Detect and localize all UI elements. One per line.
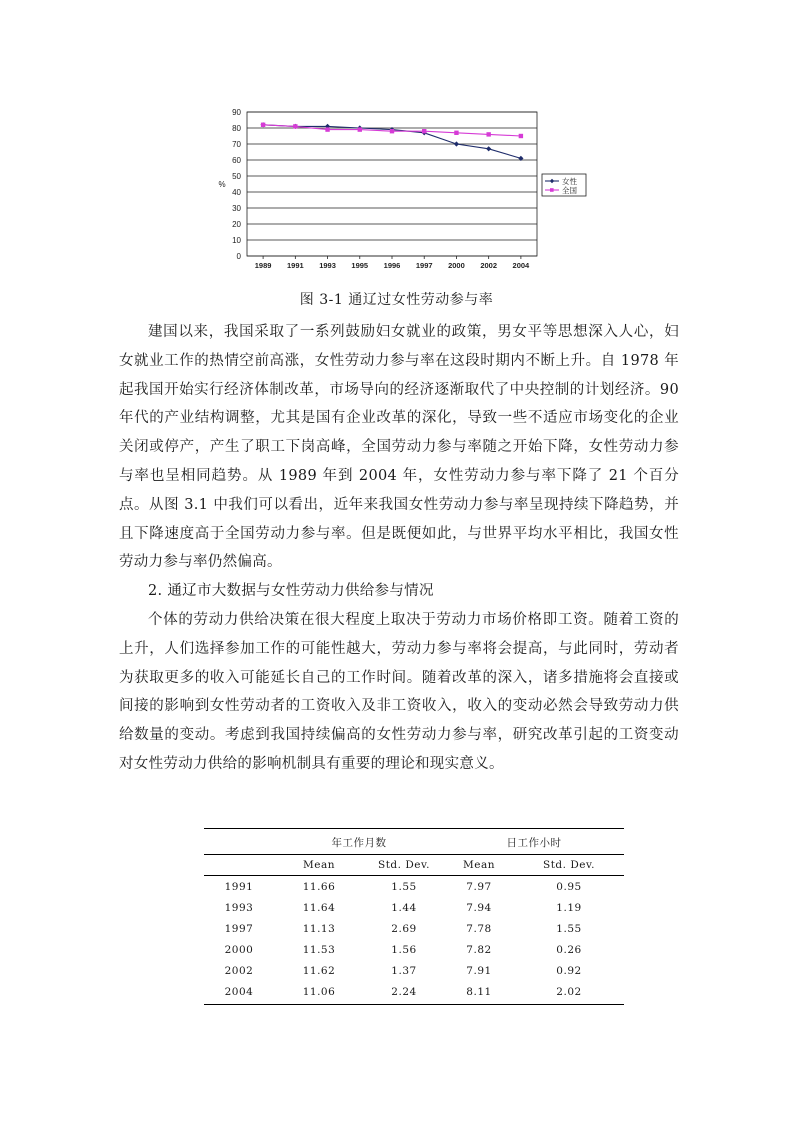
y-tick-label: 90 [232, 108, 241, 117]
cell-value: 7.78 [466, 922, 492, 935]
cell-value: 7.91 [466, 964, 492, 977]
female-labor-participation-chart [214, 104, 594, 280]
x-tick-label: 2004 [512, 261, 530, 270]
cell-year: 2002 [224, 964, 254, 977]
table-row [204, 939, 624, 960]
cell-value: 11.62 [302, 964, 336, 977]
cell-value: 11.13 [302, 922, 336, 935]
data-point [519, 134, 523, 138]
cell-value: 1.56 [391, 943, 417, 956]
figure-caption: 图 3-1 通辽过女性劳动参与率 [299, 292, 494, 308]
data-point [486, 146, 491, 151]
y-tick-label: 40 [232, 188, 241, 197]
y-tick-label: 70 [232, 140, 241, 149]
table-row [204, 876, 624, 898]
legend-marker [550, 188, 554, 192]
y-tick-label: 80 [232, 124, 241, 133]
cell-value: 11.53 [302, 943, 336, 956]
table-row [204, 960, 624, 981]
cell-value: 11.06 [274, 981, 364, 1004]
data-point [454, 131, 458, 135]
cell-year: 2004 [204, 981, 274, 1004]
table-corner [204, 829, 274, 855]
legend-label: 全国 [562, 186, 577, 195]
cell-year: 1997 [224, 922, 254, 935]
data-point [261, 123, 265, 127]
plot-frame [247, 112, 537, 256]
cell-value: 1.19 [556, 901, 582, 914]
sub-header-mean-1: Mean [274, 855, 364, 876]
y-tick-label: 30 [232, 204, 241, 213]
y-tick-label: 0 [236, 252, 241, 261]
x-tick-label: 1995 [351, 261, 369, 270]
cell-value: 0.92 [556, 964, 582, 977]
data-point [390, 129, 394, 133]
cell-value: 1.44 [391, 901, 417, 914]
cell-value: 11.66 [302, 880, 336, 893]
cell-value: 1.37 [391, 964, 417, 977]
cell-year: 1991 [224, 880, 254, 893]
cell-value: 2.69 [391, 922, 417, 935]
data-point [454, 141, 459, 146]
work-time-table [204, 828, 624, 1005]
section-heading: 2. 通辽市大数据与女性劳动力供给参与情况 [148, 583, 434, 600]
cell-value: 0.26 [556, 943, 582, 956]
y-tick-label: 50 [232, 172, 241, 181]
cell-value: 7.82 [466, 943, 492, 956]
x-tick-label: 2002 [480, 261, 498, 270]
sub-header-mean-2: Mean [444, 855, 514, 876]
cell-value: 7.94 [466, 901, 492, 914]
data-point [422, 129, 426, 133]
x-tick-label: 1997 [415, 261, 433, 270]
data-point [293, 124, 297, 128]
table-row [204, 897, 624, 918]
table-row [204, 981, 624, 1004]
cell-value: 2.24 [364, 981, 444, 1004]
cell-value: 1.55 [556, 922, 582, 935]
data-point [358, 127, 362, 131]
cell-value: 7.97 [466, 880, 492, 893]
cell-value: 0.95 [556, 880, 582, 893]
x-tick-label: 1991 [286, 261, 304, 270]
x-tick-label: 2000 [448, 261, 465, 270]
y-tick-label: 10 [232, 236, 241, 245]
cell-year: 1993 [224, 901, 254, 914]
paragraph-2: 个体的劳动力供给决策在很大程度上取决于劳动力市场价格即工资。随着工资的上升，人们选择参加工作的可能性越大，劳动力参与率将会提高，与此同时，劳动者为获取更多的收入可能延长自己的工作时间。随着改革的深入，诸多措施将会直接或间接的影响到女性劳动者的工资收入及非工资收入，收入的变动必然会导致劳动力供给数量的变动。考虑到我国持续偏高的女性劳动力参与率，研究改革引起的工资变动对女性劳动力供给的影响机制具有重要的理论和现实意义。 [119, 611, 679, 772]
group-header-months: 年工作月数 [274, 829, 444, 855]
body-text [119, 318, 679, 779]
y-tick-label: 60 [232, 156, 241, 165]
sub-header-std-2: Std. Dev. [514, 855, 624, 876]
cell-value: 2.02 [514, 981, 624, 1004]
cell-year: 2000 [224, 943, 254, 956]
x-tick-label: 1989 [254, 261, 272, 270]
legend-label: 女性 [562, 177, 577, 186]
cell-value: 1.55 [391, 880, 417, 893]
data-point [325, 127, 329, 131]
cell-value: 8.11 [444, 981, 514, 1004]
paragraph-1: 建国以来，我国采取了一系列鼓励妇女就业的政策，男女平等思想深入人心，妇女就业工作的热情空前高涨，女性劳动力参与率在这段时期内不断上升。自 1978 年起我国开始实行经济体制改革，市场导向的经济逐渐取代了中央控制的计划经济。90 年代的产业结构调整，尤其是国有企业改革的深化，导致一些不适应市场变化的企业关闭或停产，产生了职工下岗高峰，全国劳动力参与率随之开始下降，女性劳动力参与率也呈相同趋势。从 1989 年到 2004 年，女性劳动力参与率下降了 21 个百分点。从图 3.1 中我们可以看出，近年来我国女性劳动力参与率呈现持续下降趋势，并且下降速度高于全国劳动力参与率。但是既便如此，与世界平均水平相比，我国女性劳动力参与率仍然偏高。 [119, 324, 679, 571]
x-tick-label: 1996 [383, 261, 401, 270]
sub-header-std-1: Std. Dev. [364, 855, 444, 876]
x-tick-label: 1993 [319, 261, 336, 270]
table-row [204, 918, 624, 939]
table-corner-sub [204, 855, 274, 876]
group-header-hours: 日工作小时 [444, 829, 624, 855]
cell-value: 11.64 [302, 901, 336, 914]
y-tick-label: 20 [232, 220, 241, 229]
data-point [486, 132, 490, 136]
y-axis-label: % [218, 180, 226, 189]
